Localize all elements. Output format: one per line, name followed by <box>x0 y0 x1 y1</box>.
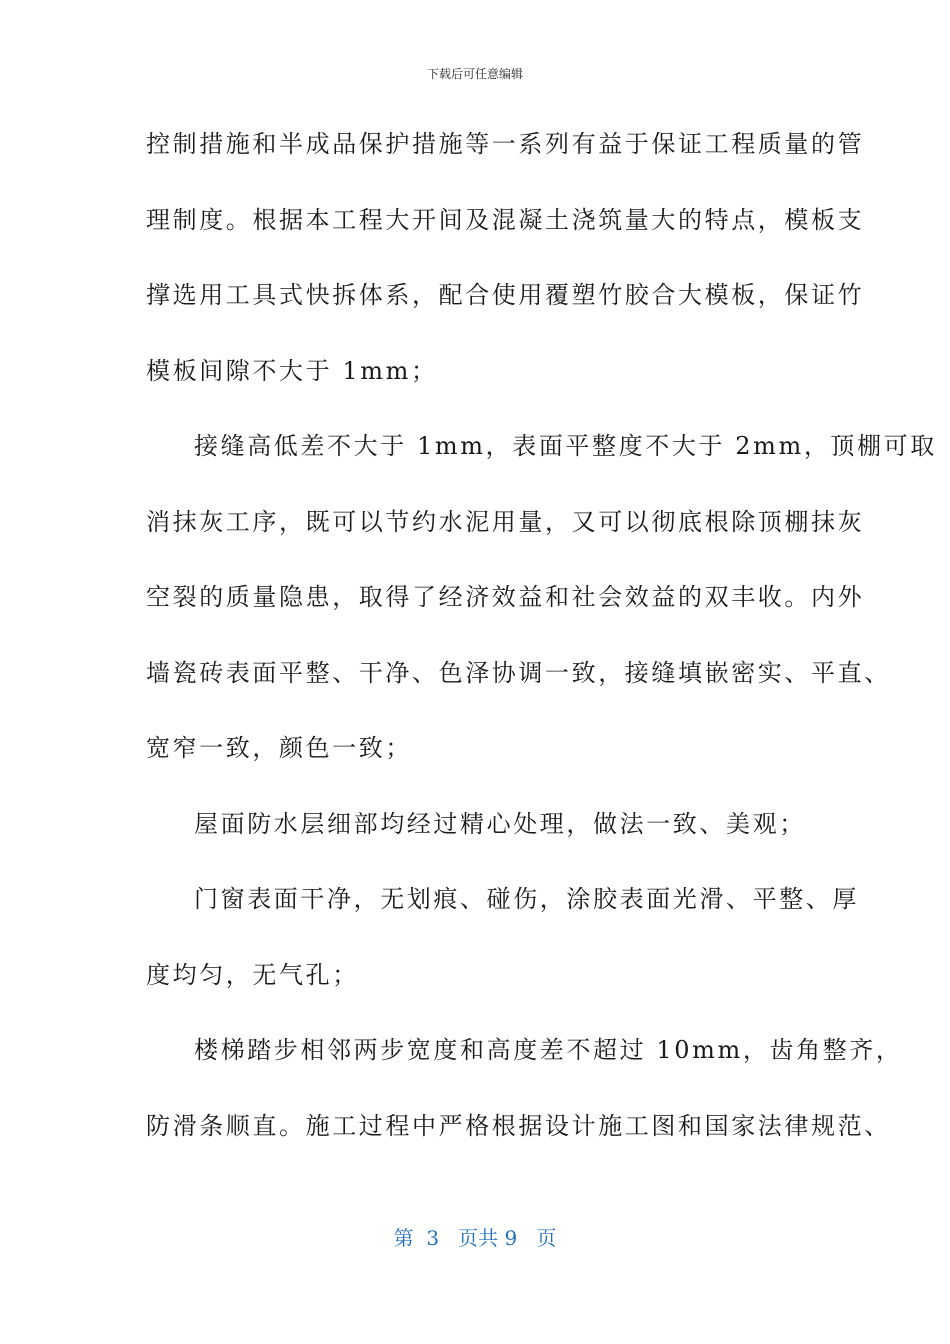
body-line-3: 撑选用工具式快拆体系，配合使用覆塑竹胶合大模板，保证竹 <box>146 281 865 309</box>
body-line-7: 空裂的质量隐患，取得了经济效益和社会效益的双丰收。内外 <box>146 583 865 611</box>
body-line-6: 消抹灰工序，既可以节约水泥用量，又可以彻底根除顶棚抹灰 <box>146 507 865 536</box>
page-header: 下载后可任意编辑 <box>426 67 523 81</box>
body-line-12: 度均匀，无气孔； <box>146 960 359 989</box>
document-body <box>146 119 937 1176</box>
body-line-2: 理制度。根据本工程大开间及混凝土浇筑量大的特点，模板支 <box>146 205 865 234</box>
body-line-13: 楼梯踏步相邻两步宽度和高度差不超过 10mm，齿角整齐， <box>194 1036 903 1064</box>
body-line-8: 墙瓷砖表面平整、干净、色泽协调一致，接缝填嵌密实、平直、 <box>146 658 891 687</box>
page-number-footer: 第 3 页共 9 页 <box>393 1226 557 1250</box>
body-line-10: 屋面防水层细部均经过精心处理，做法一致、美观； <box>194 809 806 838</box>
body-line-5: 接缝高低差不大于 1mm，表面平整度不大于 2mm，顶棚可取 <box>194 432 937 460</box>
body-line-9: 宽窄一致，颜色一致； <box>146 734 412 762</box>
body-line-4: 模板间隙不大于 1mm； <box>146 356 438 385</box>
body-line-1: 控制措施和半成品保护措施等一系列有益于保证工程质量的管 <box>146 130 865 158</box>
body-line-11: 门窗表面干净，无划痕、碰伤，涂胶表面光滑、平整、厚 <box>194 885 859 913</box>
body-line-14: 防滑条顺直。施工过程中严格根据设计施工图和国家法律规范、 <box>146 1111 891 1140</box>
